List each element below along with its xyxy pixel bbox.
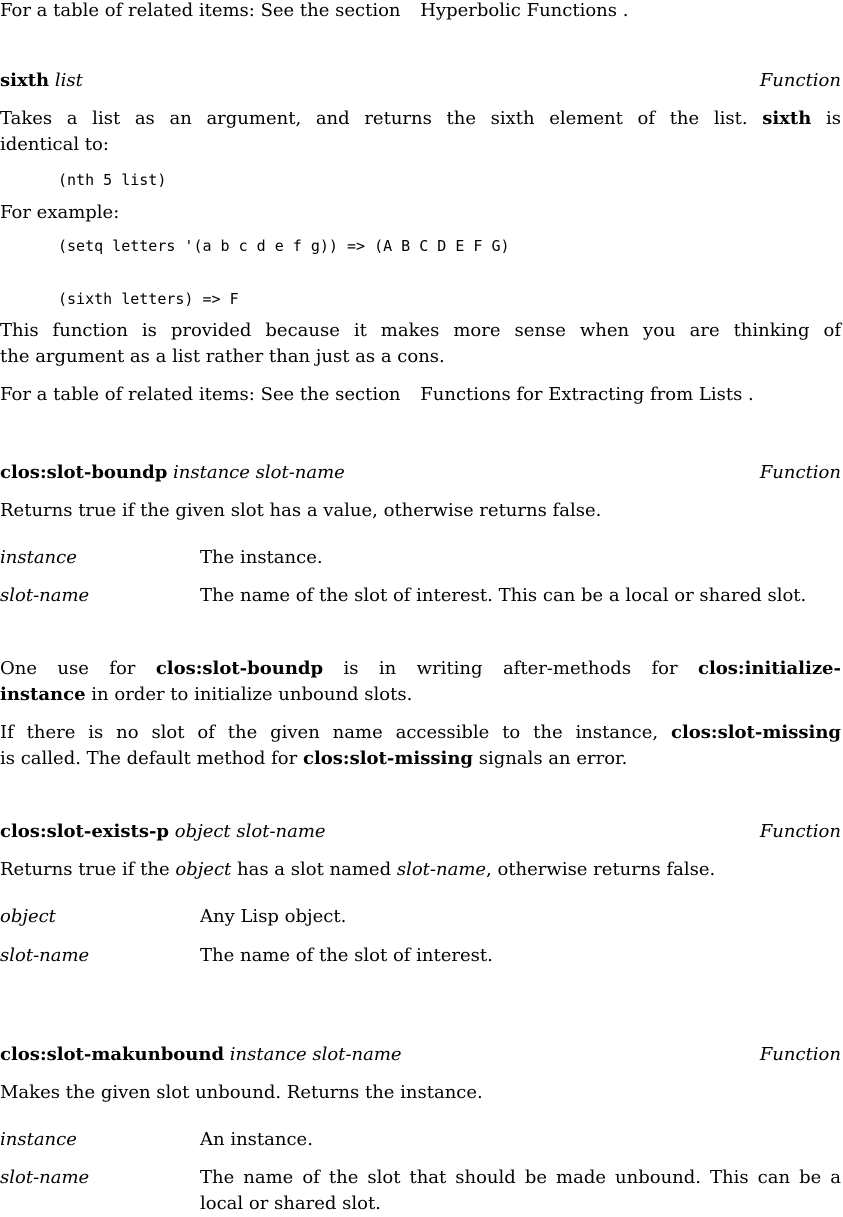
function-args: object slot-name <box>174 821 326 842</box>
desc-text: , otherwise returns false. <box>486 859 716 880</box>
param-term: instance <box>0 1129 77 1150</box>
code-block: (setq letters '(a b c d e f g)) => (A B C D E F G) <box>58 237 510 255</box>
param-term: slot-name <box>0 585 90 606</box>
function-name: clos:slot-makunbound <box>0 1044 225 1065</box>
desc-text: has a slot named <box>237 859 392 880</box>
makunbound-heading <box>0 1044 841 1066</box>
related-suffix: . <box>622 0 629 21</box>
param-desc: The name of the slot of interest. This can be a local or shared slot. <box>200 585 807 606</box>
makunbound-desc: Makes the given slot unbound. Returns the instance. <box>0 1082 483 1103</box>
boundp-heading <box>0 462 841 484</box>
desc-text: is <box>826 108 841 129</box>
desc-text: Takes a list as an argument, and returns the sixth element of the list. <box>0 108 748 129</box>
related-text: For a table of related items: See the section <box>0 0 401 21</box>
param-desc: The name of the slot that should be made unbound. This can be a local or shared slot. <box>200 1167 841 1214</box>
desc-italic: object <box>175 859 232 880</box>
related-link[interactable]: Hyperbolic Functions <box>420 0 617 21</box>
desc-bold: clos:slot-missing <box>302 748 473 769</box>
desc-bold: instance <box>0 684 86 705</box>
boundp-use-line2 <box>0 684 841 706</box>
desc-bold: clos:slot-missing <box>670 722 841 743</box>
sixth-note-line2: the argument as a list rather than just as a cons. <box>0 346 445 367</box>
param-term: slot-name <box>0 1167 90 1188</box>
example-label: For example: <box>0 202 120 223</box>
existsp-heading <box>0 821 841 843</box>
top-related-line <box>0 0 841 22</box>
function-name: clos:slot-exists-p <box>0 821 170 842</box>
desc-text: is called. The default method for <box>0 748 298 769</box>
desc-text: signals an error. <box>478 748 628 769</box>
sixth-related-line <box>0 384 841 406</box>
function-args: instance slot-name <box>229 1044 402 1065</box>
function-args: instance slot-name <box>173 462 345 483</box>
code-block: (sixth letters) => F <box>58 290 239 308</box>
desc-bold: sixth <box>762 108 812 129</box>
function-kind: Function <box>759 1044 841 1065</box>
function-name: clos:slot-boundp <box>0 462 168 483</box>
boundp-missing-line1 <box>0 722 841 744</box>
function-args: list <box>54 70 83 91</box>
related-text: For a table of related items: See the section <box>0 384 401 405</box>
desc-text: If there is no slot of the given name accessible to the instance, <box>0 722 659 743</box>
existsp-desc <box>0 859 841 881</box>
desc-text: Returns true if the <box>0 859 170 880</box>
boundp-use-line1 <box>0 658 841 680</box>
function-kind: Function <box>759 462 841 483</box>
function-kind: Function <box>759 70 841 91</box>
desc-bold: clos:slot-boundp <box>155 658 324 679</box>
param-desc: An instance. <box>200 1129 313 1150</box>
desc-italic: slot-name <box>396 859 487 880</box>
function-kind: Function <box>759 821 841 842</box>
param-desc: The name of the slot of interest. <box>200 945 493 966</box>
desc-text: in order to initialize unbound slots. <box>91 684 413 705</box>
sixth-note-line1: This function is provided because it makes more sense when you are thinking of <box>0 320 841 341</box>
sixth-desc-line2: identical to: <box>0 134 109 155</box>
boundp-missing-line2 <box>0 748 841 770</box>
sixth-heading <box>0 70 841 92</box>
boundp-desc: Returns true if the given slot has a value, otherwise returns false. <box>0 500 602 521</box>
code-block: (nth 5 list) <box>58 171 167 189</box>
sixth-desc-line1 <box>0 108 841 130</box>
function-name: sixth <box>0 70 50 91</box>
param-term: instance <box>0 547 77 568</box>
param-term: slot-name <box>0 945 90 966</box>
related-suffix: . <box>748 384 754 405</box>
param-desc: Any Lisp object. <box>200 906 347 927</box>
param-term: object <box>0 906 56 927</box>
related-link[interactable]: Functions for Extracting from Lists <box>420 384 743 405</box>
desc-text: is in writing after-methods for <box>343 658 678 679</box>
desc-text: One use for <box>0 658 136 679</box>
param-desc: The instance. <box>200 547 323 568</box>
desc-bold: clos:initialize- <box>697 658 841 679</box>
